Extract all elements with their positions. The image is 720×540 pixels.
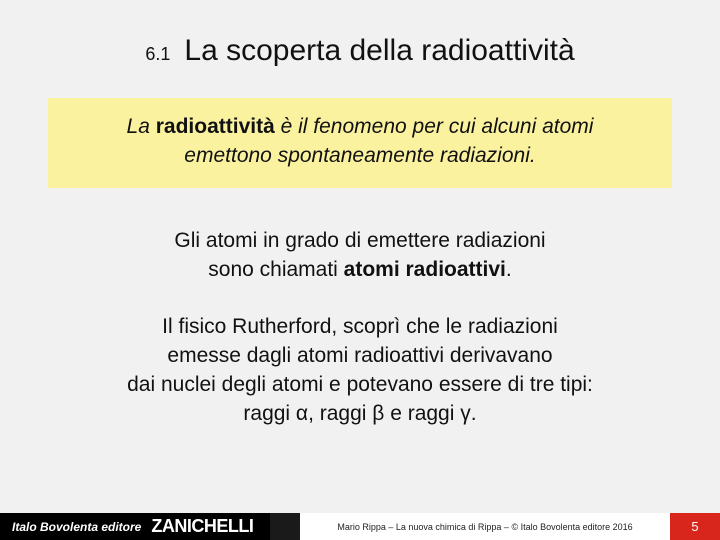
radioactive-atoms-paragraph — [0, 226, 720, 284]
paragraph1-lead: sono chiamati — [208, 258, 344, 281]
paragraph1-line-1: Gli atomi in grado di emettere radiazioni — [174, 229, 546, 252]
definition-rest: è il fenomeno per cui alcuni atomi — [274, 115, 594, 138]
brand-name: ZANICHELLI — [151, 516, 254, 536]
footer-credit: Mario Rippa – La nuova chimica di Rippa – © Italo Bovolenta editore 2016 — [300, 513, 670, 540]
definition-line-1 — [48, 112, 672, 141]
definition-lead: La — [126, 115, 156, 138]
slide-title — [0, 34, 720, 68]
rutherford-paragraph — [0, 312, 720, 428]
page-number: 5 — [670, 513, 720, 540]
definition-box — [48, 98, 672, 188]
publisher-name: Italo Bovolenta editore — [12, 519, 142, 534]
slide-title-text: La scoperta della radioattività — [184, 34, 575, 67]
paragraph1-term: atomi radioattivi — [343, 258, 506, 281]
definition-line-2: emettono spontaneamente radiazioni. — [184, 144, 536, 167]
paragraph1-end: . — [505, 258, 512, 281]
publisher-logo — [0, 513, 270, 540]
paragraph2-line-3: dai nuclei degli atomi e potevano essere di tre tipi: — [127, 373, 593, 396]
paragraph2-line-2: emesse dagli atomi radioattivi derivavano — [167, 344, 553, 367]
paragraph2-line-1: Il fisico Rutherford, scoprì che le radiazioni — [162, 315, 558, 338]
footer-bar — [0, 513, 720, 540]
paragraph1-line-2 — [0, 255, 720, 284]
section-number: 6.1 — [145, 44, 171, 64]
definition-term: radioattività — [155, 115, 275, 138]
paragraph2-line-4: raggi α, raggi β e raggi γ. — [243, 402, 477, 425]
